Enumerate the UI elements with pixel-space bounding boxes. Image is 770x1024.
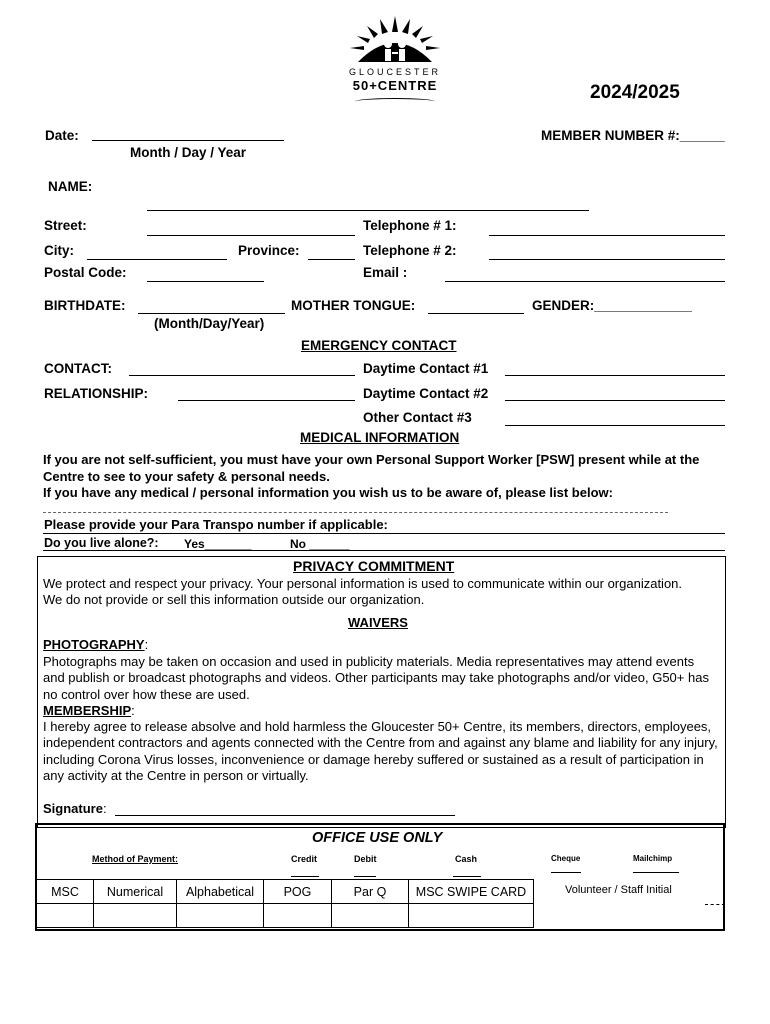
contact-field[interactable]: [129, 375, 355, 376]
birthdate-sub-label: (Month/Day/Year): [154, 316, 265, 331]
waivers-heading: WAIVERS: [348, 615, 408, 630]
privacy-text: We protect and respect your privacy. Your personal information is used to communicate within our organization. We do not provide or sell this information outside our organization.: [43, 576, 683, 608]
mailchimp-field[interactable]: [633, 872, 679, 873]
medical-info-field[interactable]: [43, 512, 668, 513]
membership-heading: MEMBERSHIP: [43, 703, 132, 718]
debit-field[interactable]: [354, 876, 376, 877]
sun-logo-icon: [340, 14, 450, 74]
province-label: Province:: [238, 243, 300, 258]
table-cell-parq[interactable]: [332, 904, 409, 928]
daytime-contact2-field[interactable]: [505, 400, 725, 401]
para-transpo-field[interactable]: [43, 533, 725, 534]
mailchimp-label: Mailchimp: [633, 854, 673, 863]
membership-text: I hereby agree to release absolve and hold harmless the Gloucester 50+ Centre, its members, directors, employees, independent contractors and agents connected with the Centre from and against any blame and liability for any injury, including Corona Virus losses, inconvenience or damage hereby suffered or sustained as a result of participation in any activity at the Centre in person or virtually.: [43, 719, 718, 783]
email-label: Email :: [363, 265, 408, 280]
medical-text-psw: If you are not self-sufficient, you must have your own Personal Support Worker [PSW] present while at the Centre to see to your safety & personal needs.: [43, 452, 700, 484]
table-cell-alphabetical[interactable]: [177, 904, 264, 928]
telephone1-field[interactable]: [489, 235, 725, 236]
table-row: [37, 880, 534, 904]
table-cell-numerical[interactable]: [94, 904, 177, 928]
table-cell-msc-swipe-card[interactable]: [409, 904, 534, 928]
relationship-label: RELATIONSHIP:: [44, 386, 148, 401]
medical-text-list: If you have any medical / personal information you wish us to be aware of, please list below:: [43, 485, 613, 500]
mother-tongue-field[interactable]: [428, 313, 524, 314]
live-alone-underline: [43, 550, 725, 551]
daytime-contact2-label: Daytime Contact #2: [363, 386, 489, 401]
volunteer-initial-field[interactable]: [705, 904, 725, 905]
logo-swoosh: [355, 98, 435, 105]
table-header-msc-swipe-card: MSC SWIPE CARD: [409, 880, 534, 904]
mother-tongue-label: MOTHER TONGUE:: [291, 298, 416, 313]
city-field[interactable]: [87, 259, 227, 260]
debit-label: Debit: [354, 854, 377, 864]
gender-field[interactable]: GENDER:_____________: [532, 298, 692, 313]
daytime-contact1-field[interactable]: [505, 375, 725, 376]
postal-code-field[interactable]: [147, 281, 264, 282]
office-use-heading: OFFICE USE ONLY: [312, 830, 443, 846]
live-alone-no[interactable]: No ______: [290, 537, 350, 551]
credit-field[interactable]: [291, 876, 319, 877]
year-label: 2024/2025: [590, 82, 680, 103]
telephone1-label: Telephone # 1:: [363, 218, 457, 233]
signature-label: Signature: [43, 801, 103, 816]
street-label: Street:: [44, 218, 87, 233]
daytime-contact1-label: Daytime Contact #1: [363, 361, 489, 376]
telephone2-label: Telephone # 2:: [363, 243, 457, 258]
table-cell-msc[interactable]: [37, 904, 94, 928]
name-field[interactable]: [147, 210, 589, 211]
signature-field[interactable]: [115, 815, 455, 816]
credit-label: Credit: [291, 854, 318, 864]
logo-line2: 50+CENTRE: [352, 78, 438, 93]
birthdate-field[interactable]: [138, 313, 285, 314]
table-header-parq: Par Q: [332, 880, 409, 904]
table-cell-pog[interactable]: [264, 904, 332, 928]
name-label: NAME:: [48, 179, 93, 194]
para-transpo-label: Please provide your Para Transpo number if applicable:: [44, 517, 388, 532]
volunteer-staff-initial-label: Volunteer / Staff Initial: [565, 884, 672, 896]
emergency-contact-heading: EMERGENCY CONTACT: [301, 338, 457, 353]
relationship-field[interactable]: [178, 400, 355, 401]
table-row: [37, 904, 534, 928]
photography-text: Photographs may be taken on occasion and used in publicity materials. Media representatives may attend events and publish or broadcast photographs and videos. Other participants may take photographs and/or video, G50+ has no control over how these are used.: [43, 654, 709, 702]
cheque-label: Cheque: [551, 854, 581, 863]
other-contact-field[interactable]: [505, 425, 725, 426]
street-field[interactable]: [147, 235, 355, 236]
table-header-numerical: Numerical: [94, 880, 177, 904]
telephone2-field[interactable]: [489, 259, 725, 260]
table-header-msc: MSC: [37, 880, 94, 904]
other-contact-label: Other Contact #3: [363, 410, 472, 425]
city-label: City:: [44, 243, 74, 258]
medical-information-heading: MEDICAL INFORMATION: [300, 430, 460, 445]
member-number-field[interactable]: MEMBER NUMBER #:______: [541, 128, 725, 143]
signature-row: Signature:: [43, 801, 107, 816]
office-payment-table: [36, 879, 534, 928]
privacy-heading: PRIVACY COMMITMENT: [293, 558, 455, 574]
contact-label: CONTACT:: [44, 361, 112, 376]
table-header-pog: POG: [264, 880, 332, 904]
membership-heading-row: MEMBERSHIP:: [43, 703, 135, 718]
logo: [340, 14, 450, 109]
province-field[interactable]: [308, 259, 355, 260]
photography-heading-row: PHOTOGRAPHY:: [43, 637, 149, 652]
date-label: Date:: [45, 128, 79, 143]
birthdate-label: BIRTHDATE:: [44, 298, 126, 313]
cash-label: Cash: [455, 854, 478, 864]
date-field[interactable]: [92, 140, 284, 141]
cash-field[interactable]: [453, 876, 481, 877]
logo-line1: GLOUCESTER: [348, 67, 441, 77]
table-header-alphabetical: Alphabetical: [177, 880, 264, 904]
method-of-payment-label: Method of Payment:: [92, 854, 179, 864]
postal-code-label: Postal Code:: [44, 265, 127, 280]
live-alone-label: Do you live alone?:: [44, 536, 159, 550]
cheque-field[interactable]: [551, 872, 581, 873]
date-sub-label: Month / Day / Year: [130, 145, 247, 160]
live-alone-yes[interactable]: Yes_______: [184, 537, 252, 551]
photography-heading: PHOTOGRAPHY: [43, 637, 145, 652]
email-field[interactable]: [445, 281, 725, 282]
